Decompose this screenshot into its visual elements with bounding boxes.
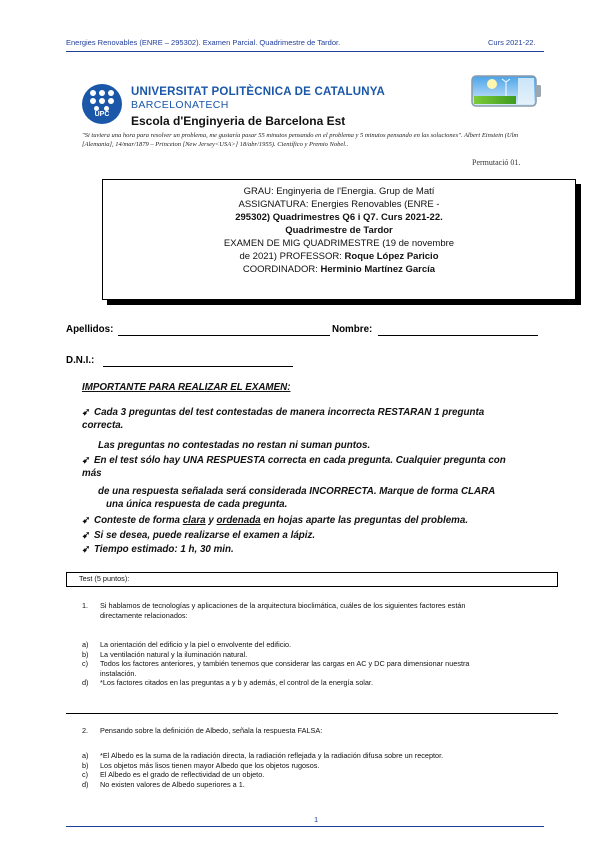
exam-title: EXAMEN DE MIG QUADRIMESTRE (19 de novembre [223,238,455,249]
question-2-number: 2. [82,726,89,735]
q1-option-c[interactable] [82,659,562,669]
instruction-5-text: Tiempo estimado: 1 h, 30 min. [94,544,234,555]
header-rule [66,51,544,52]
header-title: Energies Renovables (ENRE – 295302). Examen Parcial. Quadrimestre de Tardor. [66,38,341,47]
instruction-3-text-b: en hojas aparte las preguntas del problema. [260,515,469,526]
instruction-2-text: En el test sólo hay UNA RESPUESTA correcta en cada pregunta. Cualquier pregunta con [94,455,506,466]
arrow-icon: ➹ [82,530,91,541]
course-subject-1: ASSIGNATURA: Energies Renovables (ENRE - [238,199,440,210]
question-2-text: Pensando sobre la definición de Albedo, señala la respuesta FALSA: [100,726,323,735]
question-1-text-cont: directamente relacionados: [100,610,188,620]
nombre-label: Nombre: [332,324,373,335]
upc-logo-text: UPC [94,111,110,118]
campus-name: BARCELONATECH [131,99,229,111]
q1-option-c-text: Todos los factores anteriores, y también tenemos que considerar las cargas en AC y DC para dimensionar nuestra [100,659,470,668]
question-1-line1 [82,601,562,611]
q1-option-c-letter: c) [82,659,89,668]
course-degree: GRAU: Enginyeria de l'Energia. Grup de Matí [243,186,435,197]
q1-option-b-text: La ventilación natural y la iluminación natural. [100,649,248,659]
instruction-4-text: Si se desea, puede realizarse el examen a lápiz. [94,530,316,541]
instruction-2-line4: una única respuesta de cada pregunta. [106,499,288,510]
instruction-1-cont: correcta. [82,420,124,431]
instruction-1-text: Cada 3 preguntas del test contestadas de manera incorrecta RESTARAN 1 pregunta [94,407,485,418]
q2-option-c-text: El Albedo es el grado de reflectividad de un objeto. [100,770,265,779]
question-1-options [82,640,562,688]
instruction-3-clara: clara [182,515,206,526]
course-subject-2: 295302) Quadrimestres Q6 i Q7. Curs 2021-22. [235,212,443,223]
instruction-1-note: Las preguntas no contestadas no restan ni suman puntos. [98,440,371,451]
exam-coordinator [103,264,575,277]
q2-option-d[interactable] [82,780,562,790]
q1-option-b-letter: b) [82,649,89,659]
q1-option-a-text: La orientación del edificio y la piel o envolvente del edificio. [100,640,292,649]
question-1 [82,601,562,620]
q2-option-b-letter: b) [82,760,89,770]
test-header: Test (5 puntos): [79,574,130,583]
q1-option-a-letter: a) [82,640,89,649]
question-2-options [82,751,562,789]
question-1-text: Si hablamos de tecnologías y aplicaciones de la arquitectura bioclimática, cuáles de los siguientes factores están [100,601,466,610]
coordinator-name: Herminio Martínez García [320,264,436,275]
instruction-3 [82,514,468,527]
q2-option-c-letter: c) [82,770,89,779]
instruction-1 [82,406,484,419]
q1-option-a[interactable] [82,640,562,650]
course-info-box [102,179,576,300]
apellidos-field[interactable] [118,325,330,336]
coordinator-label: COORDINADOR: [242,264,321,275]
q2-option-b[interactable] [82,761,562,771]
professor-label: de 2021) PROFESSOR: [239,251,345,262]
arrow-icon: ➹ [82,455,91,466]
header-course-year: Curs 2021-22. [488,38,536,47]
q2-option-d-text: No existen valores de Albedo superiores a 1. [100,779,245,789]
instruction-2 [82,454,506,467]
q1-option-d-letter: d) [82,678,89,687]
q2-option-a-letter: a) [82,751,89,760]
upc-logo [82,84,122,124]
renewable-battery-image [468,70,544,110]
footer-rule [66,826,544,827]
q1-option-c-cont: instalación. [100,668,137,678]
instructions-title: IMPORTANTE PARA REALIZAR EL EXAMEN: [82,382,291,393]
q1-option-d[interactable] [82,678,562,688]
professor-name: Roque López Paricio [344,251,439,262]
instruction-5 [82,543,234,556]
question-separator [66,713,558,714]
nombre-field[interactable] [378,325,538,336]
instruction-3-text-a: Conteste de forma [94,515,183,526]
exam-professor [103,251,575,264]
instruction-3-text-y: y [205,515,217,526]
q1-option-b[interactable] [82,650,562,660]
einstein-quote: "Si tuviera una hora para resolver un problema, me gustaría pasar 55 minutos pensando en el problema y 5 minutos pensando en las soluciones". Albert Einstein (Ulm [Alemania], 14/mar/1879 – Princeton [New Jersey<USA>] 18/abr/1955). Científico y Premio Nobel.. [82,132,519,148]
arrow-icon: ➹ [82,407,91,418]
arrow-icon: ➹ [82,515,91,526]
question-2 [82,726,562,736]
instruction-2-line3: de una respuesta señalada será considerada INCORRECTA. Marque de forma CLARA [98,486,496,497]
q2-option-d-letter: d) [82,779,89,789]
dni-field[interactable] [103,356,293,367]
university-name: UNIVERSITAT POLITÈCNICA DE CATALUNYA [131,86,386,98]
school-name: Escola d'Enginyeria de Barcelona Est [131,114,346,128]
instruction-3-ordenada: ordenada [216,515,261,526]
dni-label: D.N.I.: [66,355,95,366]
q1-option-d-text: *Los factores citados en las preguntas a y b y además, el control de la energía solar. [100,678,373,687]
q2-option-a-text: *El Albedo es la suma de la radiación directa, la radiación reflejada y la radiación difusa sobre un receptor. [100,751,444,760]
instruction-2-cont: más [82,468,102,479]
q2-option-b-text: Los objetos más lisos tienen mayor Albedo que los objetos rugosos. [100,760,320,770]
question-1-number: 1. [82,601,89,610]
test-header-box [66,572,558,587]
arrow-icon: ➹ [82,544,91,555]
page-number: 1 [314,815,319,824]
permutation-label: Permutació 01. [472,158,521,167]
q2-option-c[interactable] [82,770,562,780]
apellidos-label: Apellidos: [66,324,114,335]
q2-option-a[interactable] [82,751,562,761]
instruction-4 [82,529,315,542]
course-term: Quadrimestre de Tardor [285,225,393,236]
